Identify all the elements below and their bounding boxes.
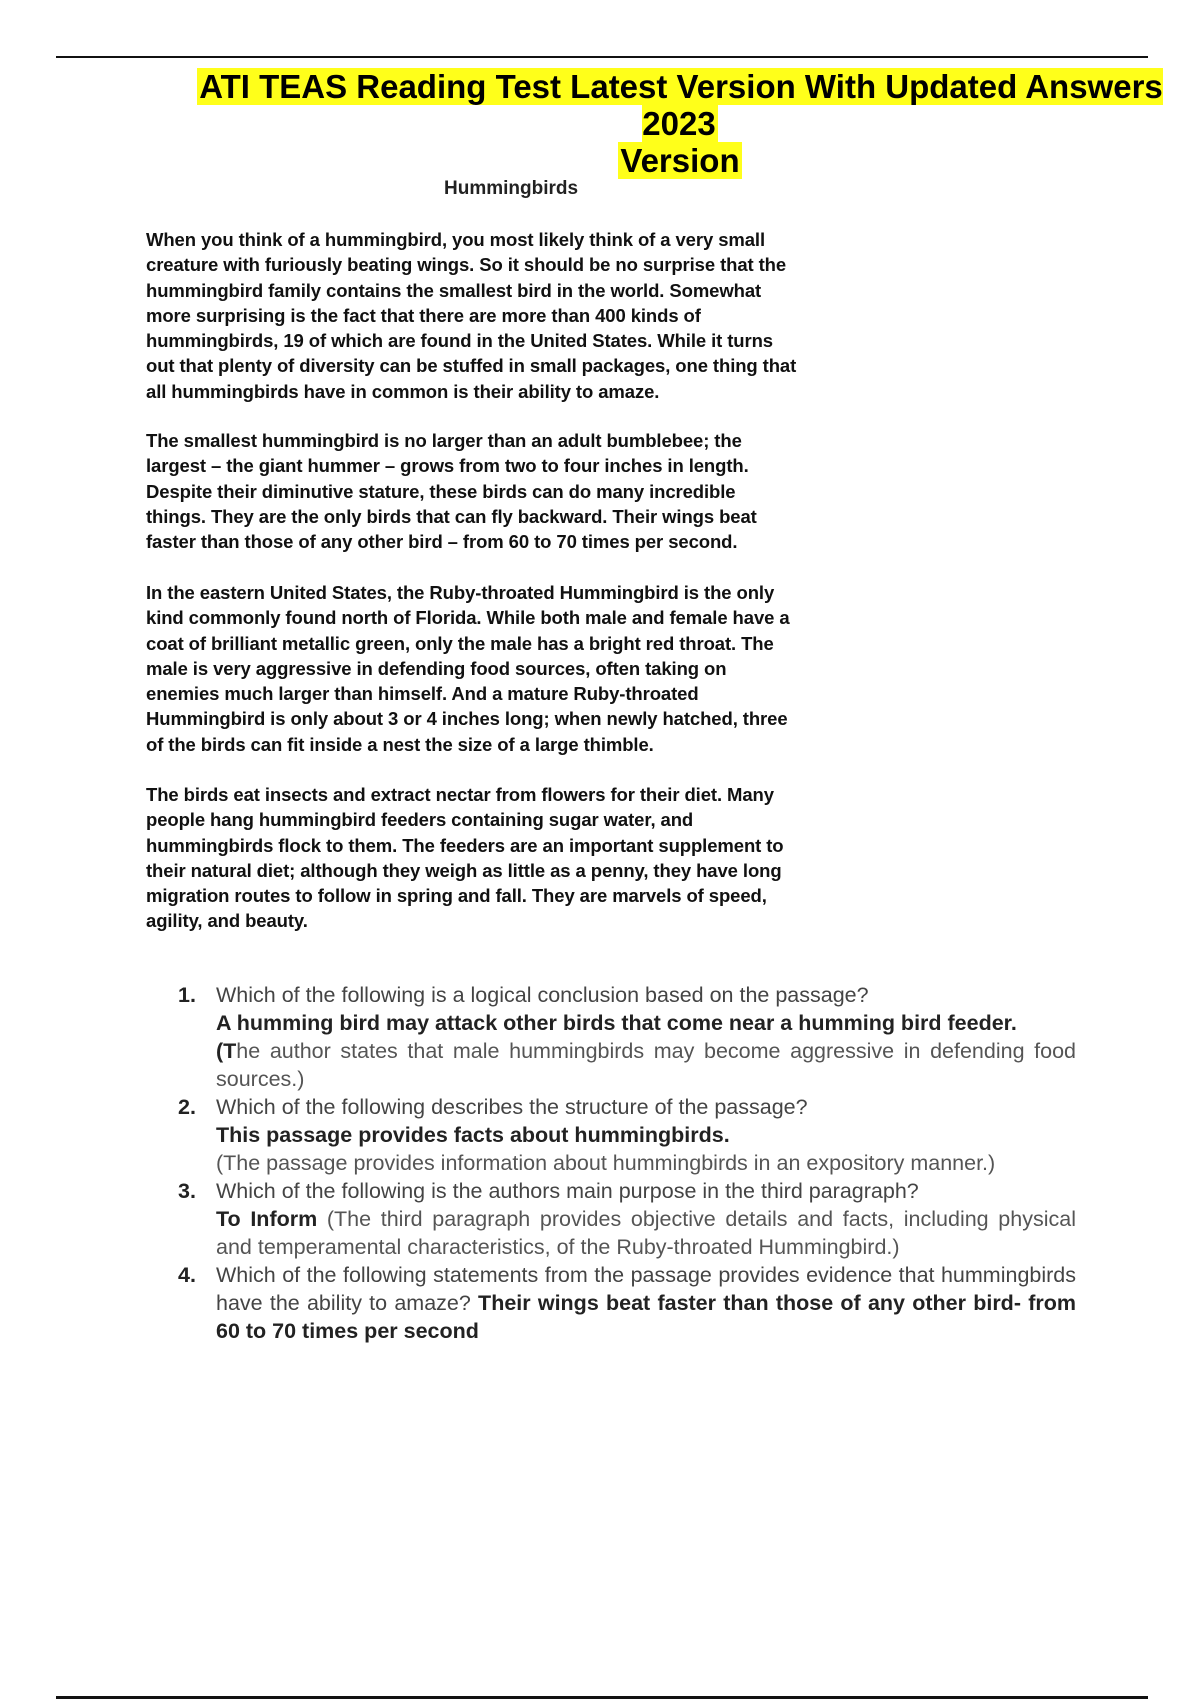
question-number: 4.	[178, 1263, 196, 1287]
paragraph-line: When you think of a hummingbird, you most likely think of a very small	[146, 229, 766, 250]
paragraph-line: hummingbirds flock to them. The feeders are an important supplement to	[146, 834, 784, 856]
paragraph-line: people hang hummingbird feeders containing sugar water, and	[146, 809, 694, 831]
paragraph-line: coat of brilliant metallic green, only the male has a bright red throat. The	[146, 632, 774, 654]
paragraph-line: more surprising is the fact that there are more than 400 kinds of	[146, 304, 701, 326]
paragraph-line: of the birds can fit inside a nest the size of a large thimble.	[146, 733, 654, 755]
question-explanation	[216, 1037, 1076, 1093]
passage-paragraph-3	[146, 580, 906, 757]
paragraph-line: male is very aggressive in defending food sources, often taking on	[146, 657, 727, 679]
question-number: 2.	[178, 1095, 196, 1119]
paragraph-line: Despite their diminutive stature, these birds can do many incredible	[146, 480, 736, 502]
passage-title: Hummingbirds	[444, 178, 579, 199]
passage-paragraph-2	[146, 428, 906, 554]
paragraph-line: In the eastern United States, the Ruby-throated Hummingbird is the only	[146, 582, 775, 603]
question-answer: Their wings beat faster than those of any other bird- from 60 to 70 times per second	[216, 1291, 1076, 1343]
passage-paragraph-1	[146, 227, 906, 404]
question-number: 3.	[178, 1179, 196, 1203]
paragraph-line: things. They are the only birds that can fly backward. Their wings beat	[146, 505, 757, 527]
paragraph-line: agility, and beauty.	[146, 910, 308, 932]
passage-paragraph-4	[146, 782, 906, 934]
paragraph-line: largest – the giant hummer – grows from two to four inches in length.	[146, 455, 749, 477]
explanation-text: (The third paragraph provides objective details and facts, including physical and temperamental characteristics, of the Ruby-throated Hummingbird.)	[216, 1207, 1076, 1259]
explanation-text: he author states that male hummingbirds may become aggressive in defending food sources.)	[216, 1039, 1076, 1091]
question-text: Which of the following is the authors main purpose in the third paragraph?	[216, 1179, 919, 1203]
question-explanation: (The passage provides information about hummingbirds in an expository manner.)	[216, 1151, 996, 1175]
paragraph-line: enemies much larger than himself. And a mature Ruby-throated	[146, 683, 699, 705]
paragraph-line: hummingbirds, 19 of which are found in the United States. While it turns	[146, 330, 773, 352]
question-text: Which of the following describes the structure of the passage?	[216, 1095, 808, 1119]
question-text: Which of the following is a logical conclusion based on the passage?	[216, 983, 869, 1007]
question-item-3	[178, 1177, 1076, 1261]
question-number: 1.	[178, 983, 196, 1007]
question-item-2	[178, 1093, 1076, 1177]
paragraph-line: The birds eat insects and extract nectar from flowers for their diet. Many	[146, 784, 774, 805]
question-text: Which of the following statements from the passage provides evidence that hummingbirds have the ability to amaze?	[216, 1263, 1076, 1315]
paragraph-line: The smallest hummingbird is no larger than an adult bumblebee; the	[146, 430, 742, 451]
bottom-rule	[56, 1696, 1148, 1699]
document-title-line-1: ATI TEAS Reading Test Latest Version With Updated Answers 2023	[199, 68, 1163, 142]
paragraph-line: kind commonly found north of Florida. While both male and female have a	[146, 607, 790, 629]
question-answer: To Inform	[216, 1207, 318, 1231]
paragraph-line: faster than those of any other bird – from 60 to 70 times per second.	[146, 531, 738, 553]
top-rule	[56, 56, 1148, 58]
question-list	[178, 981, 1076, 1345]
question-item-4	[178, 1261, 1076, 1345]
paragraph-line: hummingbird family contains the smallest bird in the world. Somewhat	[146, 279, 762, 301]
question-text-and-answer	[216, 1261, 1076, 1345]
paragraph-line: out that plenty of diversity can be stuffed in small packages, one thing that	[146, 355, 797, 377]
paragraph-line: migration routes to follow in spring and fall. They are marvels of speed,	[146, 885, 767, 907]
question-answer: A humming bird may attack other birds that come near a humming bird feeder.	[216, 1011, 1017, 1035]
explanation-lead: (T	[216, 1039, 237, 1063]
document-title	[160, 68, 1200, 179]
question-answer-and-explanation	[216, 1205, 1076, 1261]
paragraph-line: all hummingbirds have in common is their ability to amaze.	[146, 380, 660, 402]
paragraph-line: their natural diet; although they weigh as little as a penny, they have long	[146, 859, 782, 881]
question-item-1	[178, 981, 1076, 1093]
question-answer: This passage provides facts about hummingbirds.	[216, 1123, 730, 1147]
document-title-line-2: Version	[620, 142, 740, 179]
paragraph-line: creature with furiously beating wings. So it should be no surprise that the	[146, 254, 787, 276]
paragraph-line: Hummingbird is only about 3 or 4 inches long; when newly hatched, three	[146, 708, 788, 730]
